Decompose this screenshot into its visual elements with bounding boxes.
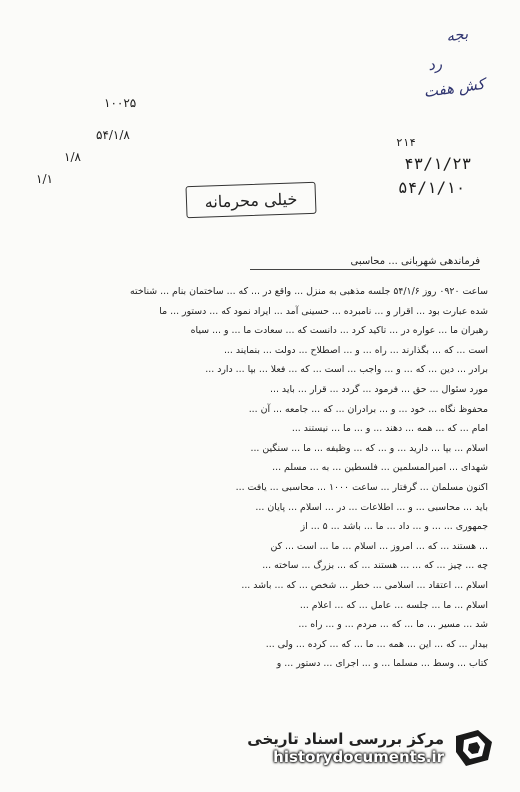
body-line: ساعت ۰۹۲۰ روز ۵۴/۱/۶ جلسه مذهبی به منزل ... واقع در ... که ... ساختمان بنام ... شناخته (129, 286, 488, 297)
body-line: اکنون مسلمان ... گرفتار ... ساعت ۱۰۰۰ ... محاسبی ... یافت ... (235, 481, 488, 493)
watermark-url: historydocuments.ir (273, 748, 444, 766)
left-date: ۱/۱ (36, 172, 53, 186)
body-line: شده عبارت بود ... اقرار و ... نامبرده ... حسینی آمد ... ایراد نمود که ... دستور ... ما (159, 305, 488, 317)
body-line: رهبران ما ... عواره در ... تاکید کرد ... دانست که ... سعادت ما ... و ... سیاه (190, 325, 488, 337)
report-body (18, 282, 488, 674)
body-line: کتاب ... وسط ... مسلما ... و ... اجرای ... دستور ... و (276, 658, 488, 670)
classification-stamp: خیلی محرمانه (185, 182, 316, 219)
body-line: شد ... مسیر ... ما ... که ... مردم ... و ... راه ... (298, 619, 488, 631)
left-date: ۵۴/۱/۸ (96, 128, 130, 142)
body-line: اسلام ... بپا ... دارید ... و ... که ... وظیفه ... ما ... سنگین ... (250, 442, 488, 454)
archive-watermark (247, 726, 496, 770)
body-line: است ... که ... بگذارند ... راه ... و ... اصطلاح ... دولت ... بنمایند ... (223, 344, 488, 356)
body-line: محفوظ نگاه ... خود ... و ... برادران ... که ... جامعه ... آن ... (248, 403, 488, 415)
watermark-title: مرکز بررسی اسناد تاریخی (247, 730, 444, 748)
margin-annotation (415, 16, 517, 108)
body-line: اسلام ... ما ... جلسه ... عامل ... که ... اعلام ... (299, 599, 488, 611)
body-line: باید ... محاسبی ... و ... اطلاعات ... در ... اسلام ... پایان ... (255, 501, 488, 513)
right-date: ۴۳/۱/۲۳ (404, 154, 472, 173)
salutation-line: فرماندهی شهربانی ... محاسبی (250, 256, 480, 270)
body-line: جمهوری ... ... و ... داد ... ما ... باشد ... ۵ ... از (300, 521, 488, 533)
body-line: شهدای ... امیرالمسلمین ... فلسطین ... به ... مسلم ... (272, 462, 488, 474)
body-line: بیدار ... که ... این ... همه ... ما ... که ... کرده ... ولی ... (265, 638, 488, 650)
document-number: ۱۰۰۲۵ (104, 96, 137, 110)
body-line: اسلام ... اعتقاد ... اسلامی ... خطر ... شخص ... که ... باشد ... (241, 579, 488, 591)
right-date: ۲۱۴ (396, 136, 416, 149)
body-line: امام ... که ... همه ... دهند ... و ... ما ... نیستند ... (291, 423, 488, 435)
body-line: مورد سئوال ... حق ... فرمود ... گردد ... قرار ... باید ... (270, 383, 488, 395)
left-date: ۱/۸ (64, 150, 81, 164)
right-date: ۵۴/۱/۱۰ (398, 178, 466, 197)
body-line: برادر ... دین ... که ... و ... واجب ... است ... که ... فعلا ... بپا ... دارد ... (205, 364, 488, 376)
body-line: چه ... چیز ... که ... ... هستند ... که ... بزرگ ... ساخته ... (262, 560, 488, 572)
margin-note-line: رد (426, 54, 444, 75)
body-line: ... هستند ... که ... امروز ... اسلام ... ما ... است ... کن (270, 540, 488, 552)
archive-logo-icon (452, 726, 496, 770)
margin-note-line: بجه (445, 24, 470, 46)
margin-note-line: کش هفت (422, 74, 486, 102)
